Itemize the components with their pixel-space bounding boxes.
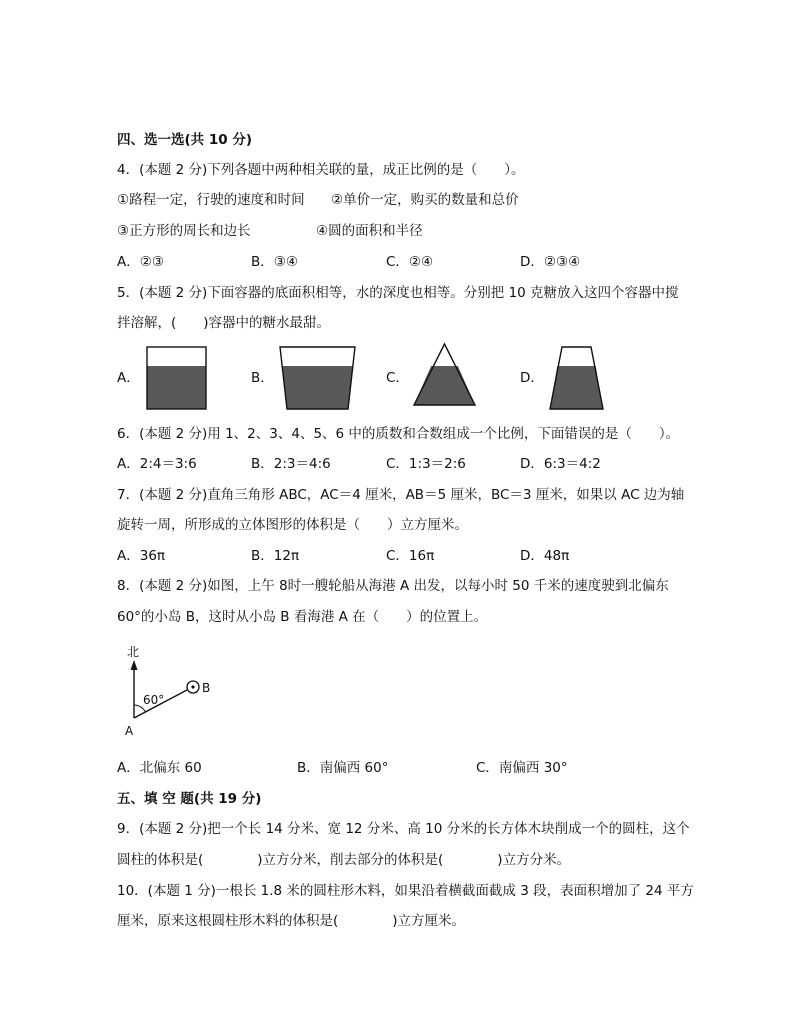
q5-stem-line-2: 拌溶解，( )容器中的糖水最甜。 [117, 315, 331, 331]
q7-option-a: A．36π [117, 548, 166, 564]
container-a-water [147, 366, 206, 409]
container-d [550, 347, 603, 409]
q8-option-a: A．北偏东 60 [117, 760, 202, 776]
q4-item-4: ④圆的面积和半径 [316, 223, 423, 239]
q9-stem-line-1: 9．(本题 2 分)把一个长 14 分米、宽 12 分米、高 10 分米的长方体木块削成一个的圆柱，这个 [117, 821, 690, 837]
q10-stem-line-1: 10．(本题 1 分)一根长 1.8 米的圆柱形木料，如果沿着横截面截成 3 段，表面积增加了 24 平方 [117, 883, 694, 899]
q6-option-c: C．1:3＝2:6 [386, 456, 466, 472]
point-b-label: B [202, 681, 211, 695]
north-label: 北 [127, 645, 140, 659]
q8-stem-line-1: 8．(本题 2 分)如图，上午 8时一艘轮船从海港 A 出发，以每小时 50 千米的速度驶到北偏东 [117, 578, 669, 594]
island-b-center [191, 685, 194, 688]
q5-label-d: D． [520, 370, 544, 386]
q7-option-b: B．12π [251, 548, 300, 564]
section-5-title: 五、填 空 题(共 19 分) [117, 791, 262, 807]
q5-stem-line-1: 5．(本题 2 分)下面容器的底面积相等，水的深度也相等。分别把 10 克糖放入这四个容器中搅 [117, 285, 679, 301]
point-a-label: A [125, 724, 134, 738]
q7-stem-line-1: 7．(本题 2 分)直角三角形 ABC，AC＝4 厘米，AB＝5 厘米，BC＝3 厘米，如果以 AC 边为轴 [117, 487, 685, 503]
container-b [280, 347, 355, 409]
north-arrow-icon [131, 660, 138, 670]
q9-stem-line-2: 圆柱的体积是( )立方分米，削去部分的体积是( )立方分米。 [117, 852, 571, 868]
q5-label-b: B． [251, 370, 274, 386]
q4-option-a: A．②③ [117, 254, 164, 270]
container-c [414, 344, 475, 405]
container-a [147, 347, 206, 409]
q6-option-a: A．2:4＝3:6 [117, 456, 197, 472]
q4-stem: 4．(本题 2 分)下列各题中两种相关联的量，成正比例的是（ ）。 [117, 162, 525, 178]
q4-option-c: C．②④ [386, 254, 434, 270]
q4-item-1: ①路程一定，行驶的速度和时间 [117, 192, 305, 208]
q8-stem-line-2: 60°的小岛 B，这时从小岛 B 看海港 A 在（ ）的位置上。 [117, 609, 488, 625]
q10-stem-line-2: 厘米，原来这根圆柱形木料的体积是( )立方厘米。 [117, 913, 466, 929]
q6-option-b: B．2:3＝4:6 [251, 456, 331, 472]
q6-option-d: D．6:3＝4:2 [520, 456, 601, 472]
angle-label: 60° [143, 693, 165, 707]
q4-item-2: ②单价一定，购买的数量和总价 [331, 192, 519, 208]
q6-stem: 6．(本题 2 分)用 1、2、3、4、5、6 中的质数和合数组成一个比例，下面错误的是（ ）。 [117, 426, 680, 442]
container-b-water [282, 366, 352, 409]
q7-stem-line-2: 旋转一周，所形成的立体图形的体积是（ ）立方厘米。 [117, 517, 468, 533]
q4-option-b: B．③④ [251, 254, 298, 270]
direction-figure [125, 645, 210, 738]
q5-label-a: A． [117, 370, 140, 386]
container-d-water [550, 366, 603, 409]
q5-label-c: C． [386, 370, 409, 386]
section-4-title: 四、选一选(共 10 分) [117, 132, 253, 148]
q7-option-d: D．48π [520, 548, 570, 564]
q4-item-3: ③正方形的周长和边长 [117, 223, 251, 239]
q4-option-d: D．②③④ [520, 254, 581, 270]
q7-option-c: C．16π [386, 548, 435, 564]
q8-option-c: C．南偏西 30° [476, 760, 568, 776]
q8-option-b: B．南偏西 60° [297, 760, 389, 776]
